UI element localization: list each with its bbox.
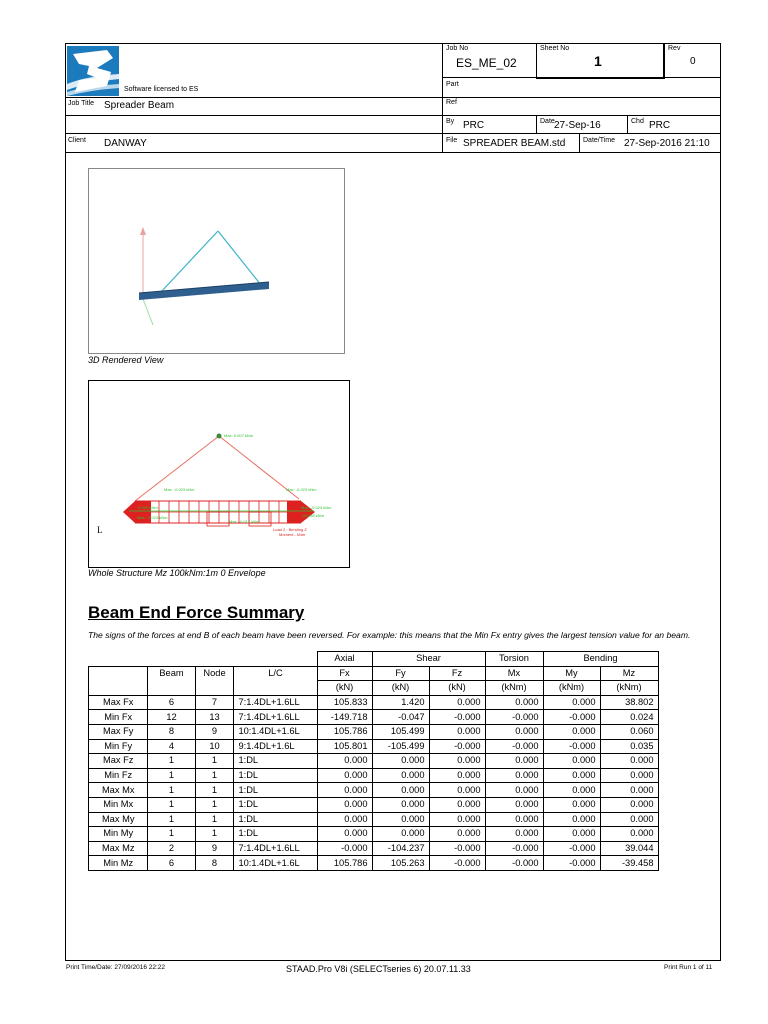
table-cell: 0.000	[485, 724, 543, 739]
col-header-fz: Fz	[429, 666, 485, 681]
table-column-header-row	[89, 666, 659, 681]
svg-text:Load 2 : Bending Z: Load 2 : Bending Z	[273, 527, 307, 532]
client-label: Client	[68, 137, 86, 144]
mz-envelope-drawing	[89, 381, 349, 567]
row-label: Min Mx	[89, 797, 148, 812]
table-cell: 1	[195, 768, 234, 783]
table-cell: 8	[195, 856, 234, 871]
row-label: Min Fx	[89, 710, 148, 725]
table-cell: 13	[195, 710, 234, 725]
rev-label: Rev	[668, 45, 681, 52]
table-cell: -0.000	[485, 856, 543, 871]
table-cell: 1	[195, 754, 234, 769]
col-header-my: My	[543, 666, 600, 681]
table-cell: 0.000	[485, 797, 543, 812]
table-cell: 0.000	[372, 797, 429, 812]
table-cell: -0.000	[429, 739, 485, 754]
client-value: DANWAY	[104, 138, 147, 149]
date-value: 27-Sep-16	[554, 120, 601, 131]
row-label: Max Mx	[89, 783, 148, 798]
table-cell: 0.000	[543, 754, 600, 769]
unit-fz: (kN)	[429, 681, 485, 696]
rev-value: 0	[690, 56, 696, 67]
ref-label: Ref	[446, 99, 457, 106]
unit-fx: (kN)	[317, 681, 372, 696]
table-cell: 1	[148, 812, 195, 827]
header-divider	[65, 133, 721, 134]
job-no-label: Job No	[446, 45, 469, 52]
table-cell: -0.000	[485, 841, 543, 856]
section-note: The signs of the forces at end B of each beam have been reversed. For example: this means that the Min Fx entry gives the largest tension value for an beam.	[88, 630, 691, 640]
header-divider	[627, 115, 628, 133]
group-header-bending: Bending	[543, 652, 658, 667]
table-cell: 0.000	[543, 797, 600, 812]
table-row	[89, 797, 659, 812]
table-cell: 1	[148, 797, 195, 812]
sheet-no-label: Sheet No	[540, 45, 570, 52]
row-label: Max Mz	[89, 841, 148, 856]
by-label: By	[446, 118, 455, 125]
table-cell: 9	[195, 724, 234, 739]
date-label: Date	[540, 118, 555, 125]
table-cell: -0.000	[317, 841, 372, 856]
table-cell: 0.000	[600, 797, 658, 812]
table-cell: 1	[195, 827, 234, 842]
header-divider	[65, 152, 721, 153]
svg-text:Moment - kNm: Moment - kNm	[279, 532, 306, 537]
table-cell: 7:1.4DL+1.6LL	[234, 710, 317, 725]
col-header-fy: Fy	[372, 666, 429, 681]
table-cell: 0.000	[485, 768, 543, 783]
table-cell: 0.000	[429, 827, 485, 842]
table-cell: 0.000	[372, 783, 429, 798]
table-cell: 0.000	[429, 797, 485, 812]
table-cell: 105.263	[372, 856, 429, 871]
table-row	[89, 710, 659, 725]
table-cell: 0.000	[372, 827, 429, 842]
file-label: File	[446, 137, 458, 144]
table-cell: 0.000	[317, 827, 372, 842]
table-cell: -0.000	[543, 856, 600, 871]
svg-text:-39.458 kNm: -39.458 kNm	[301, 513, 324, 518]
table-cell: 1:DL	[234, 754, 317, 769]
table-cell: 1:DL	[234, 768, 317, 783]
row-label: Min Fy	[89, 739, 148, 754]
table-cell: 12	[148, 710, 195, 725]
table-cell: 0.000	[543, 812, 600, 827]
svg-text:Max: 0.007 kNm: Max: 0.007 kNm	[224, 433, 254, 438]
table-cell: 0.000	[543, 695, 600, 710]
unit-mx: (kNm)	[485, 681, 543, 696]
table-cell: 1	[195, 812, 234, 827]
print-run: Print Run 1 of 11	[664, 964, 713, 971]
sheet-no-value: 1	[594, 53, 602, 69]
row-label: Max My	[89, 812, 148, 827]
table-cell: 0.000	[429, 724, 485, 739]
table-cell: 0.000	[429, 783, 485, 798]
svg-text:-0.023 kNm: -0.023 kNm	[137, 505, 158, 510]
row-label: Min Mz	[89, 856, 148, 871]
group-header-shear: Shear	[372, 652, 485, 667]
table-cell: -104.237	[372, 841, 429, 856]
svg-text:Max: -0.023 kNm: Max: -0.023 kNm	[137, 515, 168, 520]
chd-label: Chd	[631, 118, 644, 125]
table-cell: 1	[148, 768, 195, 783]
table-cell: 0.000	[372, 754, 429, 769]
header-divider	[442, 43, 443, 152]
table-cell: -0.000	[485, 739, 543, 754]
table-cell: 39.044	[600, 841, 658, 856]
table-cell: 0.000	[543, 768, 600, 783]
table-cell: 1	[148, 754, 195, 769]
table-row	[89, 739, 659, 754]
table-cell: 10:1.4DL+1.6L	[234, 856, 317, 871]
row-label: Max Fz	[89, 754, 148, 769]
table-cell: 0.000	[600, 827, 658, 842]
table-cell: 0.000	[429, 812, 485, 827]
table-cell: 105.833	[317, 695, 372, 710]
print-time: Print Time/Date: 27/09/2016 22:22	[66, 964, 166, 971]
table-cell: 7	[195, 695, 234, 710]
table-cell: 0.000	[485, 783, 543, 798]
table-cell: 1:DL	[234, 797, 317, 812]
table-cell: 0.000	[429, 754, 485, 769]
table-row	[89, 827, 659, 842]
table-cell: 0.000	[317, 768, 372, 783]
table-cell: 0.000	[372, 812, 429, 827]
table-cell: 1	[148, 827, 195, 842]
table-cell: 0.000	[429, 695, 485, 710]
table-cell: 4	[148, 739, 195, 754]
table-group-header-row	[89, 652, 659, 667]
file-value: SPREADER BEAM.std	[463, 138, 566, 149]
bentley-logo-icon	[67, 46, 119, 96]
section-title: Beam End Force Summary	[88, 603, 305, 622]
svg-text:Max: -0.023 kNm: Max: -0.023 kNm	[301, 505, 332, 510]
table-cell: 1.420	[372, 695, 429, 710]
col-header-mz: Mz	[600, 666, 658, 681]
col-header-mx: Mx	[485, 666, 543, 681]
header-divider	[664, 43, 665, 79]
table-cell: 9	[195, 841, 234, 856]
rendered-3d-view-image	[88, 168, 345, 354]
by-value: PRC	[463, 120, 485, 131]
table-cell: 10	[195, 739, 234, 754]
table-cell: 0.000	[372, 768, 429, 783]
unit-my: (kNm)	[543, 681, 600, 696]
table-cell: -0.000	[543, 710, 600, 725]
table-row	[89, 695, 659, 710]
table-cell: -39.458	[600, 856, 658, 871]
datetime-value: 27-Sep-2016 21:10	[624, 138, 710, 149]
row-label: Max Fx	[89, 695, 148, 710]
unit-fy: (kN)	[372, 681, 429, 696]
table-cell: 0.000	[485, 695, 543, 710]
table-cell: 105.786	[317, 724, 372, 739]
group-header-torsion: Torsion	[485, 652, 543, 667]
table-cell: 38.802	[600, 695, 658, 710]
table-cell: -0.000	[429, 710, 485, 725]
table-cell: 0.000	[485, 754, 543, 769]
table-cell: 8	[148, 724, 195, 739]
table-row	[89, 754, 659, 769]
table-cell: -149.718	[317, 710, 372, 725]
spreader-beam-3d-drawing	[89, 169, 344, 353]
table-cell: 1:DL	[234, 783, 317, 798]
table-cell: -105.499	[372, 739, 429, 754]
software-version: STAAD.Pro V8i (SELECTseries 6) 20.07.11.33	[286, 964, 471, 974]
unit-mz: (kNm)	[600, 681, 658, 696]
job-title-label: Job Title	[68, 100, 95, 107]
license-text: Software licensed to ES	[124, 86, 199, 93]
table-cell: 1	[148, 783, 195, 798]
table-cell: -0.000	[429, 841, 485, 856]
axis-label: L	[97, 525, 103, 535]
table-row	[89, 724, 659, 739]
table-row	[89, 841, 659, 856]
job-title-value: Spreader Beam	[104, 100, 175, 111]
col-header-fx: Fx	[317, 666, 372, 681]
svg-text:Max: -0.023 kNm: Max: -0.023 kNm	[164, 487, 195, 492]
table-cell: 2	[148, 841, 195, 856]
table-cell: 0.000	[429, 768, 485, 783]
table-cell: 9:1.4DL+1.6L	[234, 739, 317, 754]
col-header-beam: Beam	[148, 666, 195, 695]
table-cell: 0.000	[317, 754, 372, 769]
table-cell: 0.000	[317, 812, 372, 827]
table-cell: -0.000	[485, 710, 543, 725]
table-cell: -0.000	[543, 739, 600, 754]
table-cell: 7:1.4DL+1.6LL	[234, 695, 317, 710]
col-header-node: Node	[195, 666, 234, 695]
table-cell: 0.000	[317, 797, 372, 812]
table-cell: 105.499	[372, 724, 429, 739]
table-cell: 0.000	[600, 768, 658, 783]
table-cell: -0.047	[372, 710, 429, 725]
datetime-label: Date/Time	[583, 137, 616, 144]
header-divider	[579, 133, 580, 152]
table-row	[89, 783, 659, 798]
table-cell: 1:DL	[234, 812, 317, 827]
table-cell: 0.000	[600, 812, 658, 827]
figure2-caption: Whole Structure Mz 100kNm:1m 0 Envelope	[88, 568, 266, 578]
figure1-caption: 3D Rendered View	[88, 355, 164, 365]
table-cell: -0.000	[543, 841, 600, 856]
table-row	[89, 768, 659, 783]
table-cell: 0.000	[543, 827, 600, 842]
svg-text:Max: -0.017 kNm: Max: -0.017 kNm	[229, 519, 260, 524]
table-cell: 0.000	[485, 812, 543, 827]
table-cell: 6	[148, 856, 195, 871]
group-header-axial: Axial	[317, 652, 372, 667]
row-label: Min My	[89, 827, 148, 842]
svg-text:Max: -0.023 kNm: Max: -0.023 kNm	[286, 487, 317, 492]
row-label: Max Fy	[89, 724, 148, 739]
table-cell: 0.000	[485, 827, 543, 842]
table-cell: 105.801	[317, 739, 372, 754]
header-divider	[65, 115, 721, 116]
table-cell: 0.000	[600, 783, 658, 798]
col-header-lc: L/C	[234, 666, 317, 695]
part-label: Part	[446, 81, 459, 88]
table-cell: -0.000	[429, 856, 485, 871]
header-divider	[536, 115, 537, 133]
header-divider	[65, 97, 721, 98]
table-cell: 0.000	[600, 754, 658, 769]
table-cell: 1:DL	[234, 827, 317, 842]
table-cell: 0.000	[317, 783, 372, 798]
table-cell: 1	[195, 783, 234, 798]
table-cell: 0.000	[543, 783, 600, 798]
table-cell: 0.024	[600, 710, 658, 725]
job-no-value: ES_ME_02	[456, 56, 517, 70]
table-cell: 0.060	[600, 724, 658, 739]
table-cell: 6	[148, 695, 195, 710]
table-cell: 1	[195, 797, 234, 812]
table-cell: 105.786	[317, 856, 372, 871]
table-cell: 7:1.4DL+1.6LL	[234, 841, 317, 856]
table-row	[89, 856, 659, 871]
table-cell: 0.035	[600, 739, 658, 754]
table-row	[89, 812, 659, 827]
chd-value: PRC	[649, 120, 671, 131]
table-cell: 10:1.4DL+1.6L	[234, 724, 317, 739]
table-cell: 0.000	[543, 724, 600, 739]
beam-end-force-table	[88, 651, 659, 871]
row-label: Min Fz	[89, 768, 148, 783]
mz-envelope-image	[88, 380, 350, 568]
